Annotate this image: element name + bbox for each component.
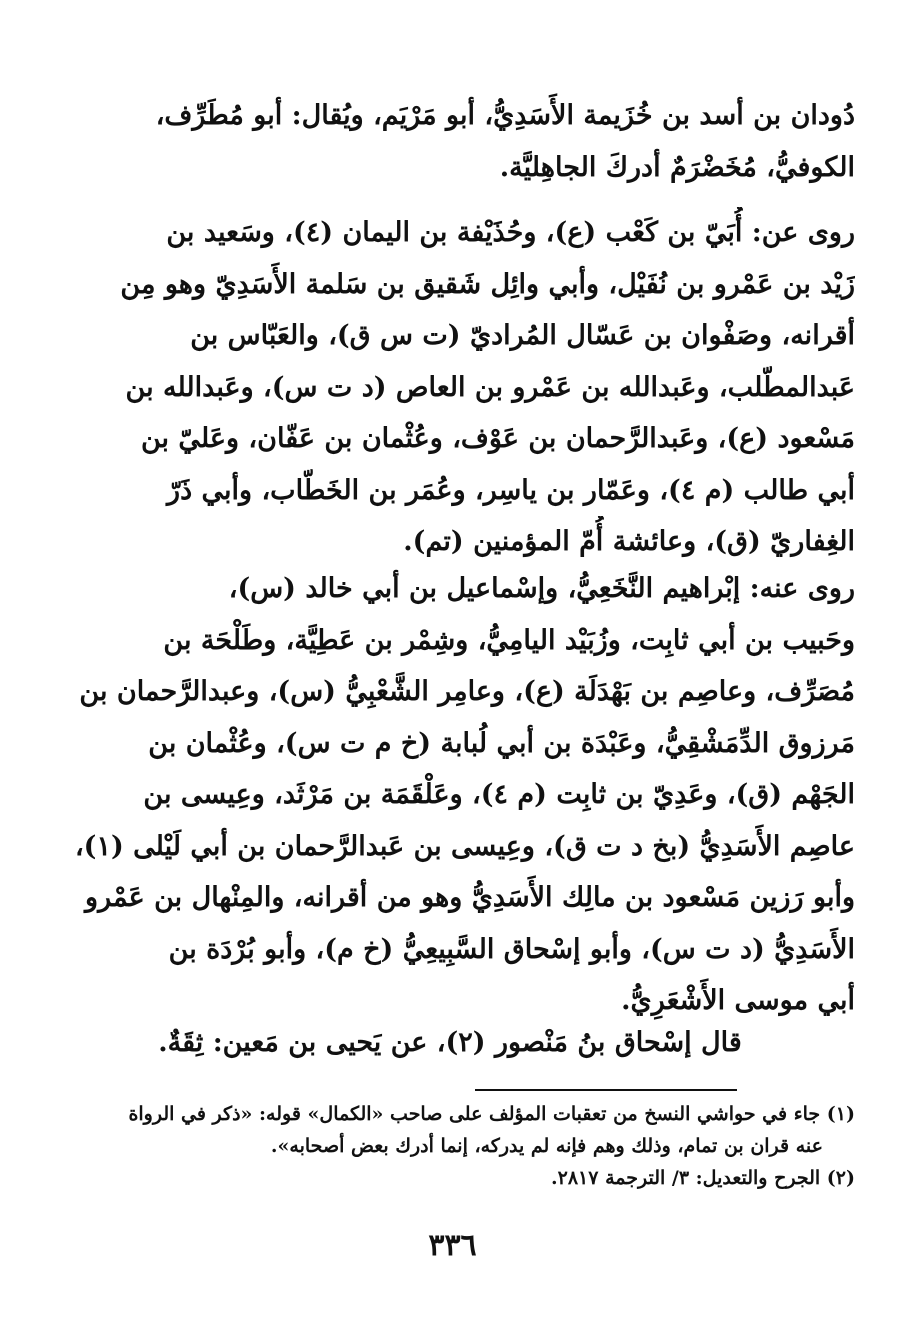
text-line: عاصِم الأَسَدِيُّ (بخ د ت ق)، وعِيسى بن عَبدالرَّحمان بن أبي لَيْلى (١)، (74, 830, 855, 862)
text-line: روى عن: أُبَيّ بن كَعْب (ع)، وحُذَيْفة بن اليمان (٤)، وسَعيد بن (166, 217, 855, 248)
text-line: الكوفيُّ، مُخَضْرَمٌ أدركَ الجاهِليَّة. (499, 151, 855, 183)
text-line: الجَهْم (ق)، وعَدِيّ بن ثابِت (م ٤)، وعَلْقَمَة بن مَرْثَد، وعِيسى بن (143, 779, 855, 810)
footnote-1-continuation: عنه قران بن تمام، وذلك وهم فإنه لم يدركه، إنما أدرك بعض أصحابه». (270, 1135, 823, 1157)
footnote-1: (١) جاء في حواشي النسخ من تعقبات المؤلف على صاحب «الكمال» قوله: «ذكر في الرواة (128, 1103, 855, 1125)
text-line: قال إسْحاق بنُ مَنْصور (٢)، عن يَحيى بن مَعين: ثِقَةٌ. (158, 1027, 742, 1058)
text-line: روى عنه: إبْراهيم النَّخَعِيُّ، وإسْماعيل بن أبي خالد (س)، (228, 573, 855, 604)
text-line: مُصَرِّف، وعاصِم بن بَهْدَلَة (ع)، وعامِر الشَّعْبِيُّ (س)، وعبدالرَّحمان بن (79, 676, 855, 707)
text-line: أقرانه، وصَفْوان بن عَسّال المُراديّ (ت س ق)، والعَبّاس بن (190, 320, 855, 351)
text-line: أبي موسى الأَشْعَرِيُّ. (621, 985, 855, 1016)
text-line: عَبدالمطّلب، وعَبدالله بن عَمْرو بن العاص (د ت س)، وعَبدالله بن (125, 371, 855, 403)
entry-intro (45, 90, 855, 193)
footnote-separator (475, 1089, 737, 1091)
narrated-from-paragraph (45, 207, 855, 568)
text-line: أبي طالب (م ٤)، وعَمّار بن ياسِر، وعُمَر بن الخَطّاب، وأبي ذَرّ (167, 474, 855, 506)
page-number: ٣٣٦ (428, 1228, 477, 1263)
footnotes (45, 1098, 855, 1194)
footnote-2: (٢) الجرح والتعديل: ٣/ الترجمة ٢٨١٧. (551, 1167, 855, 1189)
text-line: الأَسَدِيُّ (د ت س)، وأبو إسْحاق السَّبِيعِيُّ (خ م)، وأبو بُرْدَة بن (168, 933, 855, 965)
text-line: وحَبيب بن أبي ثابِت، وزُبَيْد اليامِيُّ، وشِمْر بن عَطِيَّة، وطَلْحَة بن (163, 624, 855, 656)
narrated-by-paragraph (45, 563, 855, 1027)
text-line: دُودان بن أسد بن خُزَيمة الأَسَدِيُّ، أبو مَرْيَم، ويُقال: أبو مُطَرِّف، (155, 100, 855, 131)
verdict-line (45, 1017, 855, 1069)
text-line: وأبو رَزين مَسْعود بن مالِك الأَسَدِيُّ وهو من أقرانه، والمِنْهال بن عَمْرو (85, 882, 855, 913)
text-line: مَسْعود (ع)، وعَبدالرَّحمان بن عَوْف، وعُثْمان بن عَفّان، وعَليّ بن (140, 423, 855, 454)
text-line: الغِفاريّ (ق)، وعائشة أُمّ المؤمنين (تم). (403, 526, 855, 557)
text-line: مَرزوق الدِّمَشْقِيُّ، وعَبْدَة بن أبي لُبابة (خ م ت س)، وعُثْمان بن (148, 727, 855, 759)
text-line: زَيْد بن عَمْرو بن نُفَيْل، وأبي وائِل شَقيق بن سَلمة الأَسَدِيّ وهو مِن (120, 268, 855, 300)
